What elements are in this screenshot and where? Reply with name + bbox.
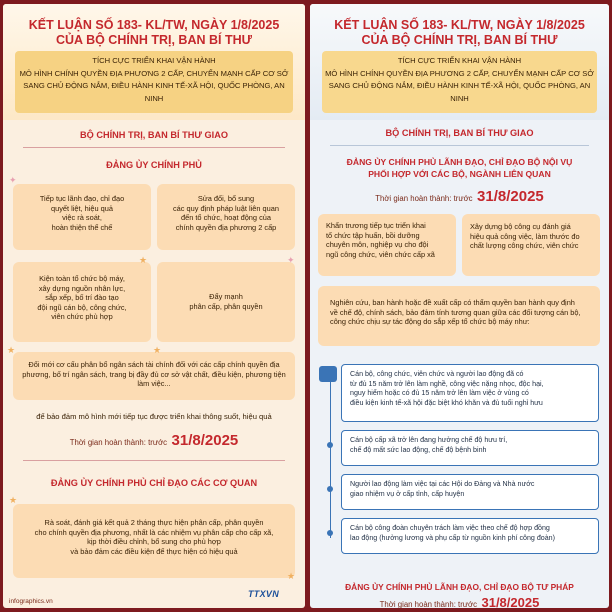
box-line: Cán bộ, công chức, viên chức và người lao động đã có	[350, 370, 524, 378]
box-line: từ đủ 15 năm trở lên làm nghề, công việc nặng nhọc, độc hại,	[350, 379, 544, 388]
star-icon: ✦	[287, 255, 295, 265]
policy-item-associations	[341, 474, 599, 510]
card-line: Xây dựng bộ công cụ đánh giá	[470, 222, 571, 231]
card-line: đến tổ chức, hoạt động của	[180, 213, 271, 223]
star-icon: ★	[287, 571, 296, 581]
banner-line: MÔ HÌNH CHÍNH QUYỀN ĐỊA PHƯƠNG 2 CẤP, CHUYỂN MẠNH CẤP CƠ SỞ	[325, 68, 594, 78]
card-line: các quy định pháp luật liên quan	[172, 203, 279, 213]
card-line: Tiếp tục lãnh đạo, chỉ đạo	[39, 194, 125, 203]
card-line: phân cấp, phân quyền	[189, 301, 263, 311]
star-icon: ✦	[9, 175, 17, 185]
right-header	[310, 4, 609, 120]
star-icon: ★	[153, 345, 162, 355]
task-card-regulations	[157, 184, 295, 250]
card-line: Khẩn trương tiếp tục triển khai	[326, 221, 426, 230]
banner-line: SANG CHỦ ĐỘNG NẮM, ĐIỀU HÀNH KINH TẾ-XÃ HỘI, QUỐC PHÒNG, AN NINH	[23, 81, 285, 103]
section-interior-ministry	[310, 156, 609, 180]
timeline-dot	[327, 530, 333, 536]
deadline-value: 31/8/2025	[171, 432, 239, 449]
deadline-label: Thời gian hoàn thành: trước	[375, 194, 473, 203]
policy-item-retirement	[341, 364, 599, 422]
deadline-value: 31/8/2025	[481, 595, 540, 608]
card-line: việc rà soát,	[62, 213, 102, 223]
card-line: quyết liệt, hiệu quả	[50, 203, 114, 213]
section-politburo: BỘ CHÍNH TRỊ, BAN BÍ THƯ GIAO	[80, 130, 228, 140]
theme-banner	[322, 51, 597, 113]
card-line: Rà soát, đánh giá kết quả 2 tháng thực hiện phân cấp, phân quyền	[44, 518, 264, 527]
card-line: kịp thời điều chỉnh, bổ sung cho phù hợp	[87, 537, 221, 547]
box-line: Người lao động làm việc tại các Hội do Đảng và Nhà nước	[350, 480, 535, 488]
card-line: cho chính quyền địa phương, nhất là các nhiệm vụ phân cấp cho cấp xã,	[34, 527, 274, 537]
box-line: lao động (hưởng lương và phụ cấp từ nguồn kinh phí công đoàn)	[350, 533, 555, 542]
box-line: chế độ mất sức lao động, chế độ bệnh binh	[350, 445, 487, 454]
divider	[330, 145, 589, 146]
card-line: Nghiên cứu, ban hành hoặc đề xuất cấp có thẩm quyền ban hành quy định	[330, 298, 575, 307]
card-line: Kiện toàn tổ chức bộ máy,	[39, 274, 125, 283]
card-line: làm việc...	[137, 379, 171, 389]
box-line: điều kiện kinh tế-xã hội đặc biệt khó khăn và đủ tuổi nghỉ hưu	[350, 398, 543, 407]
card-line: xây dựng nguồn nhân lực,	[38, 283, 126, 293]
task-card-review	[13, 504, 295, 578]
star-icon: ★	[9, 495, 18, 505]
section-politburo: BỘ CHÍNH TRỊ, BAN BÍ THƯ GIAO	[385, 128, 534, 138]
box-line: Cán bộ cấp xã trở lên đang hưởng chế độ hưu trí,	[350, 436, 508, 444]
source-footer: infographics.vn	[9, 598, 53, 605]
main-subtitle: CỦA BỘ CHÍNH TRỊ, BAN BÍ THƯ	[361, 33, 558, 47]
deadline-label: Thời gian hoàn thành: trước	[69, 438, 168, 447]
card-line: Đẩy mạnh	[209, 292, 243, 301]
policy-item-union-officers	[341, 518, 599, 554]
card-line: sắp xếp, bố trí đào tạo	[45, 293, 119, 303]
banner-line: TÍCH CỰC TRIỂN KHAI VẬN HÀNH	[397, 56, 522, 65]
star-icon: ★	[7, 345, 16, 355]
section-line: PHỐI HỢP VỚI CÁC BỘ, NGÀNH LIÊN QUAN	[368, 169, 551, 179]
banner-line: SANG CHỦ ĐỘNG NẮM, ĐIỀU HÀNH KINH TẾ-XÃ HỘI, QUỐC PHÒNG, AN NINH	[328, 81, 591, 103]
timeline-dot	[327, 486, 333, 492]
card-line: đội ngũ cán bộ, công chức,	[37, 302, 127, 312]
deadline	[3, 432, 305, 450]
task-card-policy	[318, 286, 600, 346]
card-line: công chức chịu sự tác động do sắp xếp tổ chức bộ máy như:	[330, 317, 530, 327]
card-line: tổ chức tập huấn, bồi dưỡng	[326, 230, 420, 240]
main-subtitle: CỦA BỘ CHÍNH TRỊ, BAN BÍ THƯ	[55, 33, 252, 47]
divider	[23, 147, 285, 148]
task-card-budget	[13, 352, 295, 400]
card-line: Sửa đổi, bổ sung	[197, 194, 255, 203]
main-title: KẾT LUẬN SỐ 183- KL/TW, NGÀY 1/8/2025	[334, 18, 585, 32]
card-line: và bảo đảm các điều kiện để thực hiện có hiệu quả	[70, 546, 238, 556]
card-line: phương, bố trí ngân sách, trang bị đầy đủ cơ sở vật chất, điều kiện, phương tiện	[22, 369, 286, 379]
deadline-label: Thời gian hoàn thành: trước	[379, 600, 478, 608]
section-government-party: ĐẢNG ỦY CHÍNH PHỦ	[106, 160, 202, 170]
box-line: Cán bộ công đoàn chuyên trách làm việc theo chế độ hợp đồng	[350, 524, 550, 532]
section-agencies: ĐẢNG ỦY CHÍNH PHỦ CHỈ ĐẠO CÁC CƠ QUAN	[50, 478, 258, 488]
main-title: KẾT LUẬN SỐ 183- KL/TW, NGÀY 1/8/2025	[28, 18, 280, 32]
box-line: giao nhiệm vụ ở cấp tỉnh, cấp huyện	[350, 489, 465, 498]
box-line: nguy hiểm hoặc có đủ 15 năm trở lên làm việc ở vùng có	[350, 389, 529, 398]
card-line: chính quyền địa phương 2 cấp	[175, 222, 277, 232]
purpose-note: để bảo đảm mô hình mới tiếp tục được triển khai thông suốt, hiệu quả	[36, 412, 272, 421]
task-card-apparatus	[13, 262, 151, 342]
section-justice-ministry: ĐẢNG ỦY CHÍNH PHỦ LÃNH ĐẠO, CHỈ ĐẠO BỘ TƯ PHÁP	[345, 582, 574, 592]
card-line: về chế độ, chính sách, bảo đảm tính tương quan giữa các đối tượng cán bộ,	[330, 307, 581, 317]
card-line: ngũ công chức, viên chức cấp xã	[326, 249, 435, 259]
card-line: Đổi mới cơ cấu phân bổ ngân sách tài chính đối với các cấp chính quyền địa	[28, 360, 280, 369]
left-panel	[3, 4, 305, 608]
section-line: ĐẢNG ỦY CHÍNH PHỦ LÃNH ĐẠO, CHỈ ĐẠO BỘ NỘI VỤ	[346, 157, 573, 167]
card-line: chuyên môn, nghiệp vụ cho đội	[326, 240, 429, 250]
card-line: hiệu quả công việc, làm thước đo	[470, 231, 580, 241]
deadline	[310, 188, 609, 206]
task-card-training	[318, 214, 456, 276]
people-icon	[319, 366, 337, 382]
task-card-decentralization	[157, 262, 295, 342]
connector-line	[330, 382, 331, 538]
card-line: hoàn thiện thể chế	[51, 222, 113, 232]
divider	[23, 460, 285, 461]
deadline-value: 31/8/2025	[477, 188, 544, 205]
timeline-dot	[327, 442, 333, 448]
task-card-institutions	[13, 184, 151, 250]
task-card-evaluation	[462, 214, 600, 276]
ttxvn-logo: TTXVN	[248, 589, 280, 599]
card-line: chất lượng công chức, viên chức	[470, 241, 579, 251]
star-icon: ★	[139, 255, 148, 265]
banner-line: TÍCH CỰC TRIỂN KHAI VẬN HÀNH	[92, 56, 216, 65]
left-header	[3, 4, 305, 120]
theme-banner	[15, 51, 293, 113]
policy-item-pensioners	[341, 430, 599, 466]
banner-line: MÔ HÌNH CHÍNH QUYỀN ĐỊA PHƯƠNG 2 CẤP, CHUYỂN MẠNH CẤP CƠ SỞ	[19, 68, 289, 78]
deadline	[310, 594, 609, 608]
right-panel	[310, 4, 609, 608]
card-line: viên chức phù hợp	[51, 312, 113, 322]
